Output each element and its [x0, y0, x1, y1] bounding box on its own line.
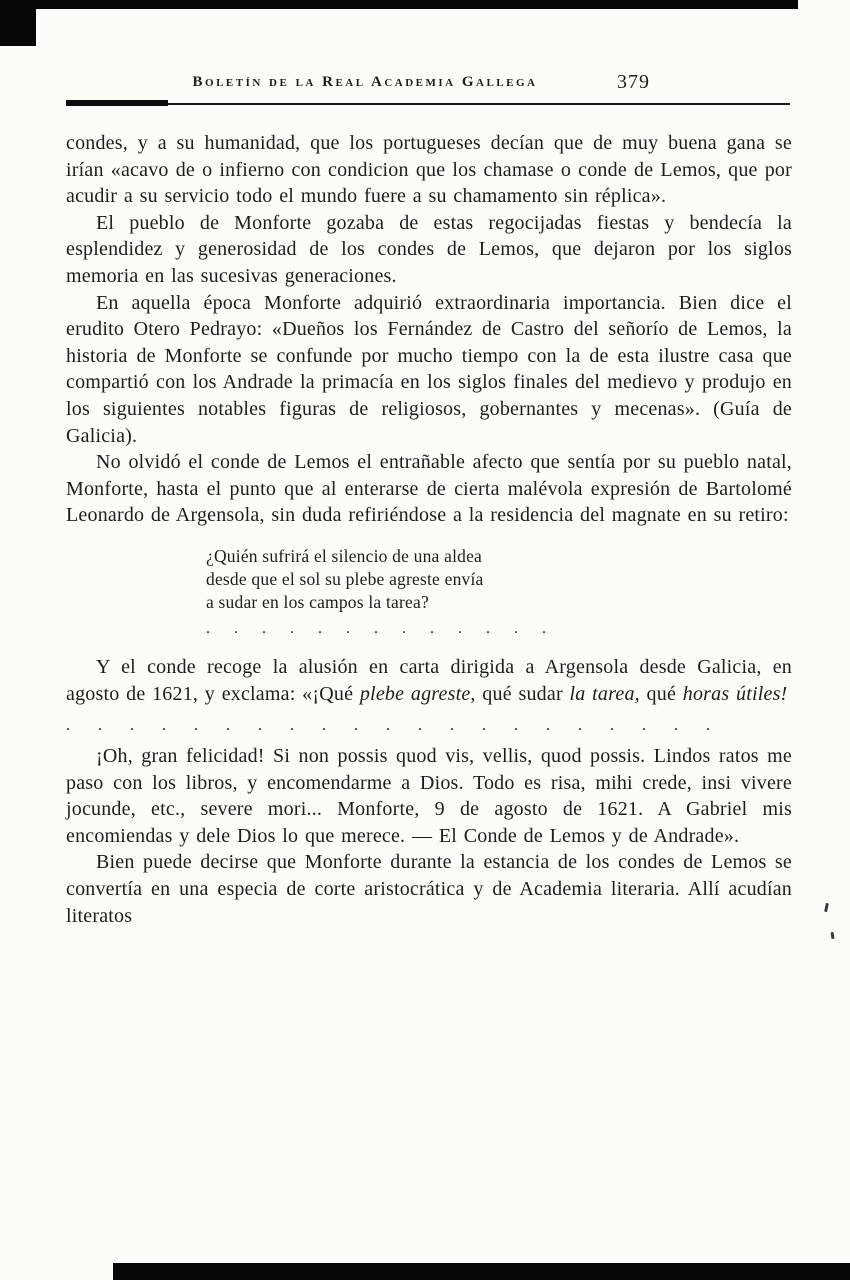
paragraph-continuation: condes, y a su humanidad, que los portugueses decían que de muy buena gana se irían «acavo de o infierno con condicion que los chamase o conde de Lemos, que por acudir a su servicio todo el mundo fuere a su chamamento sin réplica».: [66, 132, 792, 208]
text-run: qué: [639, 682, 683, 705]
page-number: 379: [617, 71, 650, 93]
text-run: qué sudar: [475, 682, 570, 705]
verse-line: a sudar en los campos la tarea?: [206, 591, 429, 612]
paragraph: No olvidó el conde de Lemos el entrañable afecto que sentía por su pueblo natal, Monforte, hasta el punto que al enterarse de cierta malévola expresión de Bartolomé Leonardo de Argensola, sin duda refiriéndose a la residencia del magnate en su retiro:: [66, 451, 792, 527]
verse-line: desde que el sol su plebe agreste envía: [206, 568, 484, 589]
ellipsis-row: . . . . . . . . . . . . . . . . . . . . .: [66, 717, 710, 735]
journal-title: Boletín de la Real Academia Gallega: [192, 74, 538, 90]
verse-quotation: [206, 545, 792, 614]
paragraph: El pueblo de Monforte gozaba de estas regocijadas fiestas y bendecía la esplendidez y generosidad de los condes de Lemos, que dejaron por los siglos memoria en las sucesivas generaciones.: [66, 211, 792, 287]
paragraph: Bien puede decirse que Monforte durante la estancia de los condes de Lemos se convertía en una especia de corte aristocrática y de Academia literaria. Allí acudían literatos: [66, 851, 792, 927]
scan-artifact-top-strip: [28, 0, 798, 9]
text-run-italic: plebe agreste,: [359, 682, 476, 705]
paragraph-letter-quote: ¡Oh, gran felicidad! Si non possis quod vis, vellis, quod possis. Lindos ratos me paso con los libros, y encomendarme a Dios. Todo es risa, mihi crede, insi vivere jocunde, etc., severe mori... Monforte, 9 de agosto de 1621. A Gabriel mis encomiendas y dele Dios lo que merece. — El Conde de Lemos y de Andrade».: [66, 745, 792, 847]
text-run-italic: la tarea,: [569, 682, 640, 705]
scan-speck: [831, 932, 835, 939]
page-header: [66, 71, 792, 100]
paragraph: En aquella época Monforte adquirió extraordinaria importancia. Bien dice el erudito Otero Pedrayo: «Dueños los Fernández de Castro del señorío de Lemos, la historia de Monforte se confunde por mucho tiempo con la de esta ilustre casa que compartió con los Andrade la primacía en los siglos finales del medievo y produjo en los siguientes notables figuras de religiosos, gobernantes y mecenas». (Guía de Galicia).: [66, 291, 792, 447]
text-run-italic: horas útiles!: [682, 682, 788, 705]
text-run: Y el conde recoge la alusión en carta dirigida a Argensola desde Galicia, en agosto de 1621, y exclama: «¡Qué: [66, 655, 792, 705]
page-content: [66, 71, 792, 929]
scan-speck: [824, 903, 829, 912]
header-rule: [66, 100, 792, 108]
verse-line: ¿Quién sufrirá el silencio de una aldea: [206, 545, 483, 566]
scan-artifact-bottom-bar: [113, 1263, 850, 1280]
paragraph-quote-reply: [66, 654, 792, 707]
scan-artifact-corner-block: [0, 0, 36, 46]
ellipsis-row: . . . . . . . . . . . . .: [206, 619, 546, 637]
